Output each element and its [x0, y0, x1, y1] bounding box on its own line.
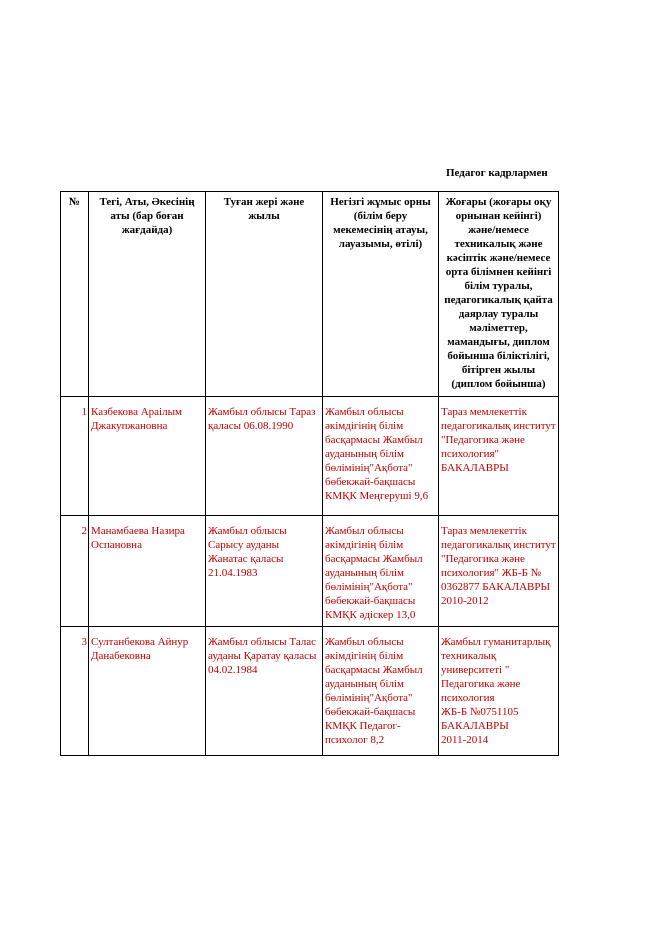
row-number: 3	[61, 627, 89, 756]
row-education: Тараз мемлекеттік педагогикалық институт "Педагогика және психология" ЖБ-Б № 0362877 БАКАЛАВРЫ 2010-2012	[439, 516, 559, 627]
row-birthplace-year: Жамбыл облысы Сарысу ауданы Жанатас қаласы 21.04.1983	[206, 516, 323, 627]
header-workplace: Негізгі жұмыс орны (білім беру мекемесінің атауы, лауазымы, өтілі)	[323, 192, 439, 397]
header-full-name: Тегі, Аты, Әкесінің аты (бар боған жағдайда)	[89, 192, 206, 397]
row-workplace: Жамбыл облысы әкімдігінің білім басқармасы Жамбыл ауданының білім бөлімінің"Ақбота" бөбекжай-бақшасы КМҚК Педагог-психолог 8,2	[323, 627, 439, 756]
header-birthplace-year: Туған жері және жылы	[206, 192, 323, 397]
row-birthplace-year: Жамбыл облысы Талас ауданы Қаратау қаласы 04.02.1984	[206, 627, 323, 756]
header-education: Жоғары (жоғары оқу орнынан кейінгі) және/немесе техникалық және кәсіптік және/немесе орта білімнен кейінгі білім туралы, педагогикалық қайта даярлау туралы мәліметтер, мамандығы, диплом бойынша біліктілігі, бітірген жылы (диплом бойынша)	[439, 192, 559, 397]
table-row	[61, 397, 559, 516]
table-header-row	[61, 192, 559, 397]
row-full-name: Манамбаева Назира Оспановна	[89, 516, 206, 627]
row-education: Жамбыл гуманитарлық техникалық университеті " Педагогика және психология ЖБ-Б №0751105 БАКАЛАВРЫ 2011-2014	[439, 627, 559, 756]
row-number: 1	[61, 397, 89, 516]
table-row	[61, 627, 559, 756]
table-row	[61, 516, 559, 627]
row-number: 2	[61, 516, 89, 627]
row-education: Тараз мемлекеттік педагогикалық институт "Педагогика және психология" БАКАЛАВРЫ	[439, 397, 559, 516]
header-number: №	[61, 192, 89, 397]
staff-table	[60, 191, 559, 756]
row-full-name: Султанбекова Айнур Данабековна	[89, 627, 206, 756]
page-heading: Педагог кадрлармен	[446, 167, 548, 179]
row-full-name: Казбекова Араiлым Джакупжановна	[89, 397, 206, 516]
row-birthplace-year: Жамбыл облысы Тараз қаласы 06.08.1990	[206, 397, 323, 516]
row-workplace: Жамбыл облысы әкімдігінің білім басқармасы Жамбыл ауданының білім бөлімінің"Ақбота" бөбекжай-бақшасы КМҚК Меңгеруші 9,6	[323, 397, 439, 516]
row-workplace: Жамбыл облысы әкімдігінің білім басқармасы Жамбыл ауданының білім бөлімінің"Ақбота" бөбекжай-бақшасы КМҚК әдіскер 13,0	[323, 516, 439, 627]
